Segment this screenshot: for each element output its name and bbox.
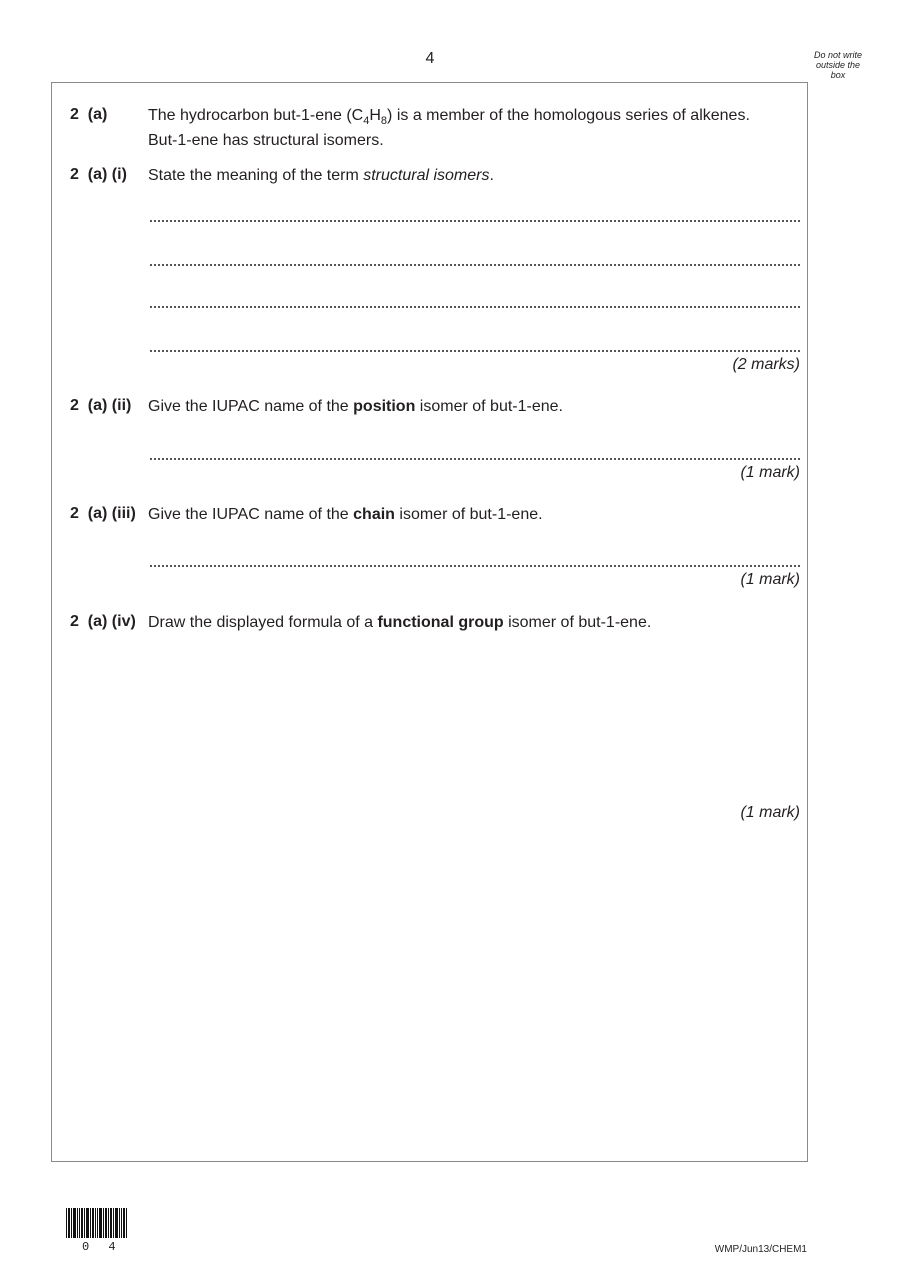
margin-note <box>808 50 868 80</box>
barcode <box>66 1208 136 1240</box>
answer-line[interactable] <box>150 300 800 308</box>
answer-line[interactable] <box>150 214 800 222</box>
question-label: 2 (a) (iv) <box>70 613 136 630</box>
answer-line[interactable] <box>150 344 800 352</box>
marks-allocation: (1 mark) <box>740 571 800 588</box>
answer-line[interactable] <box>150 452 800 460</box>
question-label: 2 (a) (ii) <box>70 397 132 414</box>
document-code: WMP/Jun13/CHEM1 <box>714 1244 807 1255</box>
question-label: 2 (a) <box>70 106 108 123</box>
question-part-i-text: State the meaning of the term structural isomers. <box>148 167 494 184</box>
question-part-iii-text: Give the IUPAC name of the chain isomer of but-1-ene. <box>148 506 543 523</box>
question-label: 2 (a) (i) <box>70 166 127 183</box>
page-number: 4 <box>425 50 435 67</box>
marks-allocation: (1 mark) <box>740 464 800 481</box>
question-part-ii-text: Give the IUPAC name of the position isomer of but-1-ene. <box>148 398 563 415</box>
marks-allocation: (1 mark) <box>740 804 800 821</box>
question-label: 2 (a) (iii) <box>70 505 136 522</box>
question-intro-text: The hydrocarbon but-1-ene $(C_4H_8)$ is a member of the homologous series of alkenes. But-1-ene has structural isomers. <box>148 107 750 150</box>
margin-note-line: box <box>830 70 846 80</box>
marks-allocation: (2 marks) <box>732 356 800 373</box>
drawing-area[interactable] <box>148 640 798 800</box>
page-code: 0 4 <box>82 1240 122 1254</box>
answer-line[interactable] <box>150 559 800 567</box>
margin-note-line: Do not write <box>813 50 863 60</box>
question-part-iv-text: Draw the displayed formula of a functional group isomer of but-1-ene. <box>148 614 652 631</box>
answer-line[interactable] <box>150 258 800 266</box>
margin-note-line: outside the <box>815 60 861 70</box>
